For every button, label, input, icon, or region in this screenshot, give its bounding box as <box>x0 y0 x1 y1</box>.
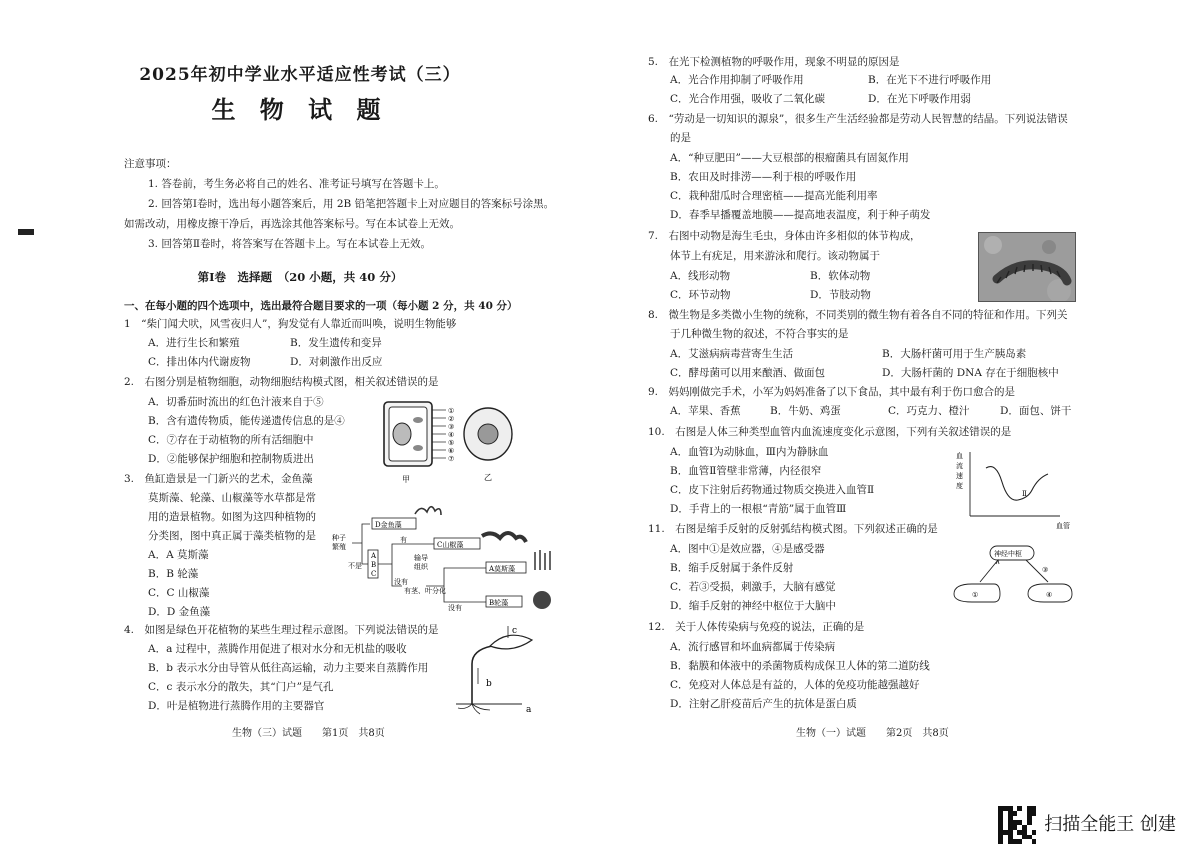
option: D．在光下呼吸作用弱 <box>868 93 971 105</box>
option: A．a 过程中，蒸腾作用促进了根对水分和无机盐的吸收 <box>148 643 407 655</box>
page-footer: 生物（三）试题 第1页 共8页 <box>232 728 385 739</box>
fig-label: D金鱼藻 <box>375 521 402 529</box>
watermark-text: 扫描全能王 创建 <box>1044 814 1176 836</box>
option: B．软体动物 <box>810 270 871 282</box>
option: C．栽种甜瓜时合理密植——提高光能利用率 <box>670 190 878 202</box>
part-instruction: 一、在每小题的四个选项中，选出最符合题目要求的一项（每小题 2 分，共 40 分） <box>124 300 518 312</box>
option: B．牛奶、鸡蛋 <box>770 405 841 417</box>
fig-label: ⑦ <box>448 455 455 463</box>
option: D．春季早播覆盖地膜——提高地表温度，利于种子萌发 <box>670 209 931 221</box>
moss-weed-sketch <box>535 550 550 570</box>
fig-label: ⑥ <box>448 447 455 455</box>
question-stem: 8. 微生物是多类微小生物的统称，不同类别的微生物有着各自不同的特征和作用。下列关 <box>648 309 1068 321</box>
option: C．酵母菌可以用来酿酒、做面包 <box>670 367 826 379</box>
sea-worm-photo <box>978 232 1076 302</box>
option: A．切番茄时流出的红色汁液来自于⑤ <box>148 396 324 408</box>
option: D．D 金鱼藻 <box>148 606 211 618</box>
option: A．艾滋病病毒营寄生生活 <box>670 348 794 360</box>
option: C．皮下注射后药物通过物质交换进入血管Ⅱ <box>670 484 875 496</box>
fig-label: 有 <box>400 536 407 544</box>
option: A．光合作用抑制了呼吸作用 <box>670 74 804 86</box>
chara-sketch <box>533 591 551 609</box>
option: C．环节动物 <box>670 289 731 301</box>
option: C．巧克力、橙汁 <box>888 405 970 417</box>
fig-label: 没有 <box>394 578 408 586</box>
question-stem: 4. 如图是绿色开花植物的某些生理过程示意图。下列说法错误的是 <box>124 624 439 636</box>
fig-label: 神经中枢 <box>994 550 1022 558</box>
cell-structure-figure <box>376 396 526 488</box>
fig-label: 甲 <box>402 475 410 484</box>
option: D．对刺激作出反应 <box>290 356 383 368</box>
leaf-sketch <box>490 635 532 649</box>
fig-label: 乙 <box>484 473 492 482</box>
option: D．大肠杆菌的 DNA 存在于细胞核中 <box>882 367 1059 379</box>
question-stem: 2. 右图分别是植物细胞，动物细胞结构模式图，相关叙述错误的是 <box>124 376 439 388</box>
option: B．黏膜和体液中的杀菌物质构成保卫人体的第二道防线 <box>670 660 930 672</box>
fig-label: 种子 <box>332 534 346 542</box>
option: B．农田及时排涝——利于根的呼吸作用 <box>670 171 857 183</box>
pepper-weed-sketch <box>482 533 526 542</box>
animal-nucleus <box>478 424 498 444</box>
notice-line: 3. 回答第Ⅱ卷时，将答案写在答题卡上。写在本试卷上无效。 <box>148 238 431 250</box>
fig-label: B <box>371 561 377 569</box>
fig-label: a <box>526 705 532 715</box>
fig-label: 繁殖 <box>332 543 346 551</box>
question-stem: 3. 鱼缸造景是一门新兴的艺术，金鱼藻 <box>124 473 313 485</box>
question-stem: 9. 妈妈刚做完手术，小军为妈妈准备了以下食品，其中最有利于伤口愈合的是 <box>648 386 1016 398</box>
root-sketch <box>458 704 490 714</box>
option: C．免疫对人体总是有益的，人体的免疫功能越强越好 <box>670 679 920 691</box>
flow-curve <box>986 467 1048 501</box>
question-stem: 用的造景植物。如图为这四种植物的 <box>148 511 316 523</box>
blood-flow-figure <box>952 448 1078 532</box>
fig-label: C山椒藻 <box>437 541 464 549</box>
fig-label: Ⅱ <box>1022 490 1027 498</box>
plant-nucleus <box>393 423 411 445</box>
fig-label: 度 <box>956 482 963 490</box>
option: A．血管Ⅰ为动脉血，Ⅲ内为静脉血 <box>670 446 829 458</box>
exam-title: 2025年初中学业水平适应性考试（三） <box>139 65 461 85</box>
option: D．缩手反射的神经中枢位于大脑中 <box>670 600 836 612</box>
option: A．流行感冒和坏血病都属于传染病 <box>670 641 836 653</box>
reflex-arc-figure <box>950 542 1080 614</box>
fig-label: 输导 <box>414 554 428 562</box>
notice-line: 如需改动，用橡皮擦干净后，再选涂其他答案标号。写在本试卷上无效。 <box>124 218 460 230</box>
plant-classification-figure <box>330 498 570 616</box>
option: C．c 表示水分的散失，其“门户”是气孔 <box>148 681 334 693</box>
question-stem: 1 “柴门闻犬吠，风雪夜归人”，狗发觉有人靠近而叫唤，说明生物能够 <box>124 318 457 330</box>
fig-label: 血 <box>956 452 963 460</box>
chloroplast <box>413 445 423 451</box>
qr-code-icon <box>998 806 1036 844</box>
question-stem: 5. 在光下检测植物的呼吸作用，现象不明显的原因是 <box>648 56 900 68</box>
option: C．C 山椒藻 <box>148 587 210 599</box>
fig-label: A <box>371 552 377 560</box>
fig-label: C <box>371 570 377 578</box>
question-stem: 12. 关于人体传染病与免疫的说法，正确的是 <box>648 621 865 633</box>
fig-label: ⑤ <box>448 439 455 447</box>
option: A．进行生长和繁殖 <box>148 337 240 349</box>
fig-label: ③ <box>1042 566 1049 574</box>
subject-title: 生 物 试 题 <box>211 95 389 124</box>
option: D．叶是植物进行蒸腾作用的主要器官 <box>148 700 325 712</box>
fig-label: 流 <box>956 462 963 470</box>
question-stem: 分类图，图中真正属于藻类植物的是 <box>148 530 316 542</box>
option: C．⑦存在于动植物的所有活细胞中 <box>148 434 314 446</box>
fig-label: B轮藻 <box>489 599 509 607</box>
fig-label: b <box>486 679 492 689</box>
exam-page-right <box>600 0 1200 848</box>
fig-label: A莫斯藻 <box>489 565 516 573</box>
option: D．注射乙肝疫苗后产生的抗体是蛋白质 <box>670 698 857 710</box>
goldfish-weed-sketch <box>415 507 441 515</box>
fig-label: 不是 <box>348 562 362 570</box>
plant-transpiration-figure <box>452 624 552 716</box>
question-stem: 的是 <box>670 132 691 144</box>
question-stem: 11. 右图是缩手反射的反射弧结构模式图。下列叙述正确的是 <box>648 523 938 535</box>
option: C．排出体内代谢废物 <box>148 356 251 368</box>
question-stem: 10. 右图是人体三种类型血管内血流速度变化示意图，下列有关叙述错误的是 <box>648 426 1012 438</box>
fig-label: ④ <box>448 431 455 439</box>
option: B．大肠杆菌可用于生产胰岛素 <box>882 348 1027 360</box>
notice-line: 1. 答卷前，考生务必将自己的姓名、准考证号填写在答题卡上。 <box>148 178 445 190</box>
fig-label: ② <box>448 415 455 423</box>
question-stem: 7. 右图中动物是海生毛虫，身体由许多相似的体节构成， <box>648 230 921 242</box>
fig-label: c <box>512 626 518 636</box>
fig-label: 有茎、叶分化 <box>404 587 446 595</box>
scanner-watermark <box>998 806 1176 844</box>
fig-label: 没有 <box>448 604 462 612</box>
option: D．②能够保护细胞和控制物质进出 <box>148 453 314 465</box>
option: B．在光下不进行呼吸作用 <box>868 74 992 86</box>
fig-label: ③ <box>448 423 455 431</box>
notice-heading: 注意事项： <box>124 158 177 170</box>
option: B．B 轮藻 <box>148 568 199 580</box>
notice-line: 2. 回答第Ⅰ卷时，选出每小题答案后，用 2B 铅笔把答题卡上对应题目的答案标号涂黑。 <box>148 198 555 210</box>
option: A．苹果、香蕉 <box>670 405 741 417</box>
fig-label: ④ <box>1046 591 1053 599</box>
option: B．含有遗传物质，能传递遗传信息的是④ <box>148 415 345 427</box>
question-stem: 6. “劳动是一切知识的源泉”，很多生产生活经验都是劳动人民智慧的结晶。下列说法错误 <box>648 113 1068 125</box>
option: D．面包、饼干 <box>1000 405 1072 417</box>
binding-mark <box>18 229 34 235</box>
section-title: 第Ⅰ卷 选择题 （20 小题，共 40 分） <box>197 270 403 284</box>
page-footer: 生物（一）试题 第2页 共8页 <box>796 728 949 739</box>
option: B．缩手反射属于条件反射 <box>670 562 794 574</box>
fig-label: 速 <box>956 472 963 480</box>
fig-label: ① <box>972 591 979 599</box>
option: D．手背上的一根根“青筋”属于血管Ⅲ <box>670 503 847 515</box>
option: B．b 表示水分由导管从低往高运输，动力主要来自蒸腾作用 <box>148 662 429 674</box>
option: D．节肢动物 <box>810 289 871 301</box>
fig-label: 血管 <box>1056 522 1070 530</box>
option: A．“种豆肥田”——大豆根部的根瘤菌具有固氮作用 <box>670 152 909 164</box>
option: A．线形动物 <box>670 270 731 282</box>
question-stem: 莫斯藻、轮藻、山椒藻等水草都是常 <box>148 492 316 504</box>
chloroplast <box>413 417 423 423</box>
option: C．若③受损，刺激手，大脑有感觉 <box>670 581 836 593</box>
option: A．A 莫斯藻 <box>148 549 209 561</box>
option: C．光合作用强，吸收了二氧化碳 <box>670 93 826 105</box>
option: B．发生遗传和变异 <box>290 337 382 349</box>
fig-label: 组织 <box>414 563 428 571</box>
question-stem: 于几种微生物的叙述，不符合事实的是 <box>670 328 849 340</box>
question-stem: 体节上有疣足，用来游泳和爬行。该动物属于 <box>670 250 880 262</box>
option: B．血管Ⅱ管壁非常薄，内径很窄 <box>670 465 822 477</box>
option: A．图中①是效应器，④是感受器 <box>670 543 825 555</box>
fig-label: ① <box>448 407 455 415</box>
